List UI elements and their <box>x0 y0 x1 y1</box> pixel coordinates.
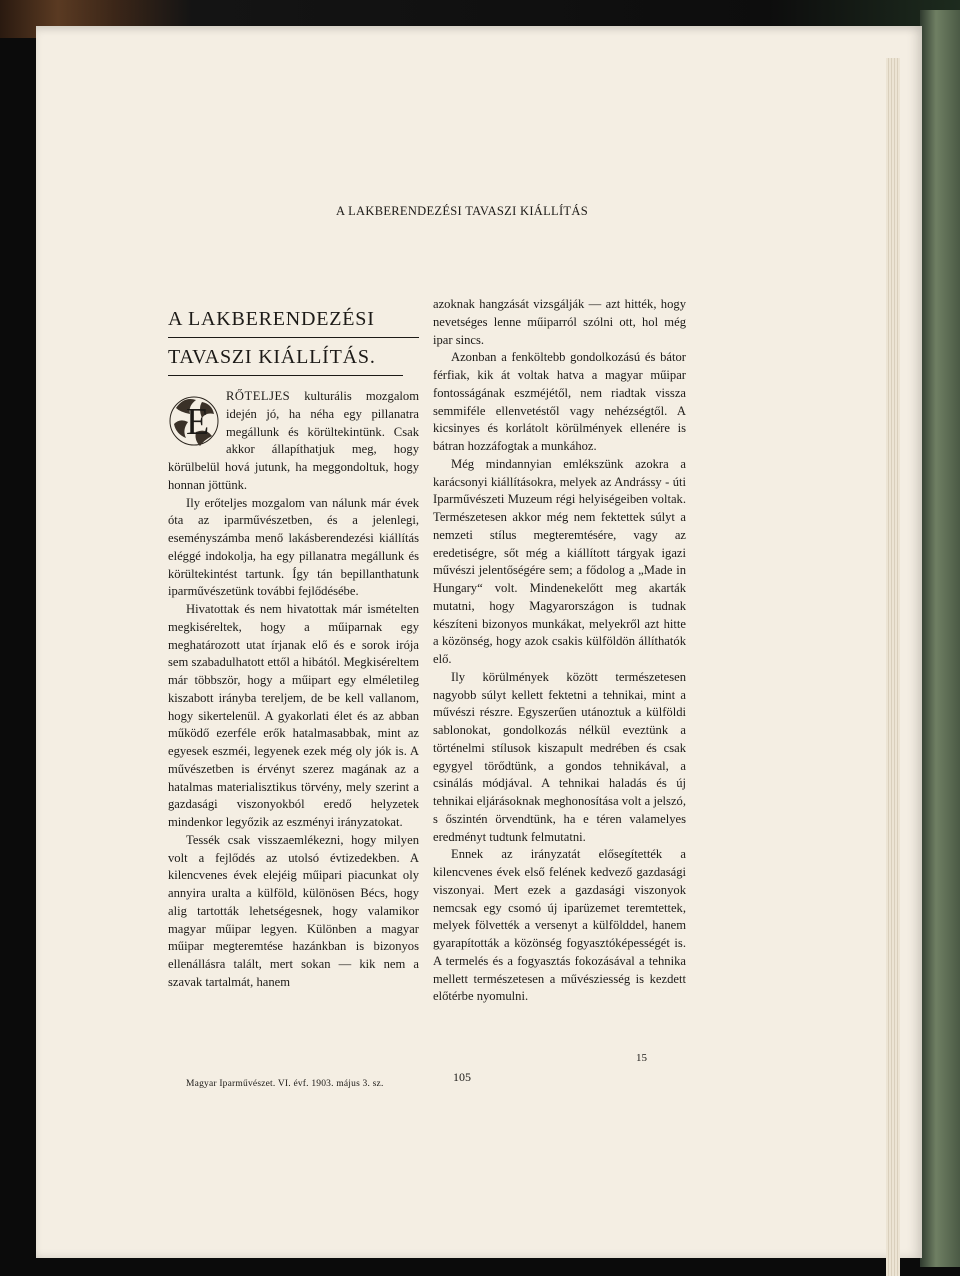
title-line-1: A LAKBERENDEZÉSI <box>168 302 419 338</box>
journal-footer: Magyar Iparművészet. VI. évf. 1903. május 3. sz. <box>186 1079 384 1089</box>
book-cover-board <box>920 10 960 1267</box>
page-edges <box>886 58 900 1276</box>
left-column <box>168 296 419 992</box>
paragraph: azoknak hangzását vizsgálják — azt hitték, hogy nevetséges lenne műiparról szólni ott, hol még ipar sincs. <box>433 297 686 347</box>
book-page <box>36 26 922 1258</box>
running-head: A LAKBERENDEZÉSI TAVASZI KIÁLLÍTÁS <box>336 204 588 218</box>
paragraph-text: kulturális mozgalom idején jó, ha néha egy pillanatra megállunk és körültekintünk. Csak akkor állapíthatjuk meg, hogy körülbelül hová jutunk, ha meggondoltuk, hogy honnan jöttünk. <box>168 389 419 492</box>
signature-mark: 15 <box>636 1052 647 1064</box>
title-line-2: TAVASZI KIÁLLÍTÁS. <box>168 340 403 376</box>
paragraph: Hivatottak és nem hivatottak már ismételten megkiséreltek, hogy a műiparnak egy meghatározott utat írjanak elő és e sorok irója sem szabadulhatott ettől a hibától. Megkiséreltem már többször, hogy a műipart egy elméletileg kiszabott irányba tereljem, de be kell vallanom, hogy sikertelenül. A gyakorlati élet és az abban működő ezerféle erők hatalmasabbak, mint az egyesek eszméi, legyenek ezek még oly jók is. A művészetben is érvényt szerez magának az a hatalmas materialisztikus törvény, mely szerint a gazdasági viszonyokból eredő helyzetek mindenkor legyőzik az eszményi irányzatokat. <box>168 602 419 829</box>
article-title <box>168 302 419 376</box>
paragraph: Ily körülmények között természetesen nagyobb súlyt kellett fektetni a tehnikai, mint a művészi részre. Egyszerűen utánoztuk a külföldi sablonokat, gondolkozás nélkül eveztünk a történelmi stílusok kiszapult medrében és csak egygyel törődtünk, a gondos tehnikával, a csinálás módjával. A tehnikai haladás és új tehnikai eljárásoknak meghonosítása volt a jelszó, s őszintén örvendtünk, ha e téren valamelyes eredményt tudtunk felmutatni. <box>433 669 686 844</box>
paragraph-caps: RŐTELJES <box>226 389 291 403</box>
paragraph: Azonban a fenköltebb gondolkozású és bátor férfiak, kik át voltak hatva a magyar műipar fontosságának eszméjétől, nem riadtak vissza semmiféle ellenvetéstől vagy nehézségtől. A kicsinyes és korlátolt körülmények ellenére is bátran hozzáfogtak a munkához. <box>433 350 686 453</box>
right-column <box>433 296 686 1006</box>
page-number: 105 <box>453 1070 471 1084</box>
paragraph: Ennek az irányzatát elősegítették a kilencvenes évek első felének kedvező gazdasági viszonyai. Mert ezek a gazdasági viszonyok nemcsak egy csomó új iparüzemet teremtettek, melyek fölvették a versenyt a külfölddel, hanem gyarapították a közönség fogyasztóképességét is. A termelés és a fogyasztás fokozásával a tehnika mellett természetesen a művésziesség is kezdett előtérbe nyomulni. <box>433 847 686 1004</box>
paragraph: Tessék csak visszaemlékezni, hogy milyen volt a fejlődés az utolsó évtizedekben. A kilencvenes évek elejéig műipari piacunkat oly annyira uralta a külföld, különösen Bécs, hogy alig tartották lehetségesnek, hogy valamikor magyar műipar legyen. Különben a magyar műipar megteremtése hazánkban is bizonyos ellenállásra talált, mert sokan — kik nem a szavak tartalmát, hanem <box>168 832 419 989</box>
dropcap-letter: E <box>186 401 210 443</box>
ornamental-dropcap-e-icon <box>166 388 222 454</box>
paragraph: Még mindannyian emlékszünk azokra a karácsonyi kiállításokra, melyek az Andrássy - úti Iparművészeti Muzeum régi helyiségeiben voltak. Természetesen akkor még nem fektettek súlyt a nemzeti stílus megteremtésére, vagy az eredetiségre, sőt még a kiállított tárgyak igazi művészi jelentőségére sem; a fődolog a „Made in Hungary“ volt. Mindenekelőtt meg akarták mutatni, hogy Magyarországon is tudnak készíteni bizonyos munkákat, melyekről azt hitte a közönség, hogy azok csakis külföldön állíthatók elő. <box>433 456 686 666</box>
paragraph: Ily erőteljes mozgalom van nálunk már évek óta az iparművészetben, és a jelenlegi, eseményszámba menő lakásberendezési kiállítás eléggé indokolja, ha egy pillanatra megállunk és körültekintést tartunk. Így tán bepillanthatunk iparművészetünk további fejlődésébe. <box>168 495 419 599</box>
